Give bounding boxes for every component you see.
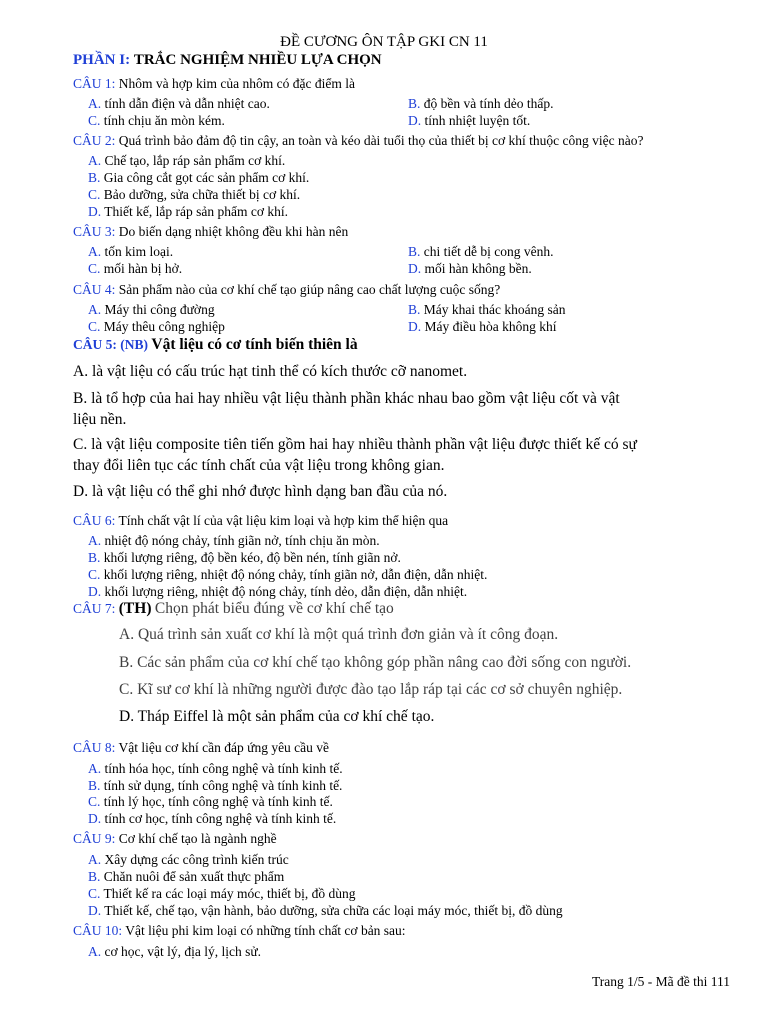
q4-option-c: C. Máy thêu công nghiệp xyxy=(88,319,225,334)
q5-option-b: B. là tổ hợp của hai hay nhiều vật liệu thành phần khác nhau bao gồm vật liệu cốt và vật xyxy=(73,390,620,407)
document-title: ĐỀ CƯƠNG ÔN TẬP GKI CN 11 xyxy=(280,34,488,50)
question-label: CÂU 1: xyxy=(73,76,116,91)
question-text: Sản phẩm nào của cơ khí chế tạo giúp nâng cao chất lượng cuộc sống? xyxy=(118,282,501,297)
q7-option-b: B. Các sản phẩm của cơ khí chế tạo không góp phần nâng cao đời sống con người. xyxy=(119,654,632,671)
q3-option-c: C. mối hàn bị hở. xyxy=(88,261,183,276)
q4-option-d: D. Máy điều hòa không khí xyxy=(408,319,557,334)
q3-option-b: B. chi tiết dễ bị cong vênh. xyxy=(408,244,554,259)
question-text: Tính chất vật lí của vật liệu kim loại và hợp kim thể hiện qua xyxy=(118,513,449,528)
q2-option-d: D. Thiết kế, lắp ráp sản phẩm cơ khí. xyxy=(88,204,288,219)
q8-option-b: B. tính sử dụng, tính công nghệ và tính kinh tế. xyxy=(88,778,343,793)
question-label: CÂU 4: xyxy=(73,282,116,297)
question-text: Cơ khí chế tạo là ngành nghề xyxy=(118,831,277,846)
q1-option-a: A. tính dẫn điện và dẫn nhiệt cao. xyxy=(88,96,270,111)
q5-option-d: D. là vật liệu có thể ghi nhớ được hình dạng ban đầu của nó. xyxy=(73,483,448,500)
q6-option-c: C. khối lượng riêng, nhiệt độ nóng chảy, tính giãn nở, dẫn điện, dẫn nhiệt. xyxy=(88,567,488,582)
question-5 xyxy=(73,336,358,353)
question-label: CÂU 8: xyxy=(73,740,116,755)
question-2 xyxy=(73,132,644,149)
q6-option-d: D. khối lượng riêng, nhiệt độ nóng chảy, tính dẻo, dẫn điện, dẫn nhiệt. xyxy=(88,584,468,599)
question-text: Vật liệu có cơ tính biến thiên là xyxy=(151,336,358,353)
question-1 xyxy=(73,75,355,92)
question-text: Vật liệu phi kim loại có những tính chất cơ bản sau: xyxy=(125,923,406,938)
question-label: CÂU 2: xyxy=(73,133,116,148)
question-text: Quá trình bảo đảm độ tin cậy, an toàn và kéo dài tuổi thọ của thiết bị cơ khí thuộc công việc nào? xyxy=(118,133,644,148)
q1-option-c: C. tính chịu ăn mòn kém. xyxy=(88,113,225,128)
question-7 xyxy=(73,600,394,617)
question-label: CÂU 3: xyxy=(73,224,116,239)
q6-option-b: B. khối lượng riêng, độ bền kéo, độ bền nén, tính giãn nở. xyxy=(88,550,401,565)
q7-option-a: A. Quá trình sản xuất cơ khí là một quá trình đơn giản và ít công đoạn. xyxy=(119,626,559,643)
q2-option-c: C. Bảo dưỡng, sửa chữa thiết bị cơ khí. xyxy=(88,187,301,202)
question-9 xyxy=(73,830,277,847)
question-tag: (TH) xyxy=(118,600,152,617)
q2-option-b: B. Gia công cắt gọt các sản phẩm cơ khí. xyxy=(88,170,310,185)
q3-option-a: A. tốn kim loại. xyxy=(88,244,174,259)
question-text: Vật liệu cơ khí cần đáp ứng yêu cầu về xyxy=(118,740,330,755)
q7-option-c: C. Kĩ sư cơ khí là những người được đào tạo lắp ráp tại các cơ sở chuyên nghiệp. xyxy=(119,681,623,698)
q3-option-d: D. mối hàn không bền. xyxy=(408,261,532,276)
question-label: CÂU 10: xyxy=(73,923,123,938)
question-label: CÂU 5: (NB) xyxy=(73,337,148,352)
q9-option-a: A. Xây dựng các công trình kiến trúc xyxy=(88,852,289,867)
q10-option-a: A. cơ học, vật lý, địa lý, lịch sử. xyxy=(88,944,262,959)
question-3 xyxy=(73,223,348,240)
question-6 xyxy=(73,512,448,529)
q9-option-b: B. Chăn nuôi để sản xuất thực phẩm xyxy=(88,869,285,884)
question-text: Nhôm và hợp kim của nhôm có đặc điểm là xyxy=(118,76,355,91)
question-label: CÂU 7: xyxy=(73,601,116,616)
q9-option-d: D. Thiết kế, chế tạo, vận hành, bảo dưỡng, sửa chữa các loại máy móc, thiết bị, đồ dùng xyxy=(88,903,563,918)
q5-option-b-cont: liệu nền. xyxy=(73,411,127,428)
q1-option-b: B. độ bền và tính dẻo thấp. xyxy=(408,96,554,111)
q5-option-c: C. là vật liệu composite tiên tiến gồm hai hay nhiều thành phần vật liệu được thiết kế có sự xyxy=(73,436,637,453)
q4-option-b: B. Máy khai thác khoáng sản xyxy=(408,302,566,317)
section-label: PHẦN I: xyxy=(73,52,131,68)
section-title: TRẮC NGHIỆM NHIỀU LỰA CHỌN xyxy=(133,52,382,68)
question-8 xyxy=(73,739,329,756)
q8-option-c: C. tính lý học, tính công nghệ và tính kinh tế. xyxy=(88,794,333,809)
q9-option-c: C. Thiết kế ra các loại máy móc, thiết bị, đồ dùng xyxy=(88,886,356,901)
question-text: Do biến dạng nhiệt không đều khi hàn nên xyxy=(118,224,349,239)
q5-option-a: A. là vật liệu có cấu trúc hạt tinh thể có kích thước cỡ nanomet. xyxy=(73,363,468,380)
q7-option-d: D. Tháp Eiffel là một sản phẩm của cơ khí chế tạo. xyxy=(119,708,435,725)
page-footer: Trang 1/5 - Mã đề thi 111 xyxy=(592,974,730,989)
q6-option-a: A. nhiệt độ nóng chảy, tính giãn nở, tính chịu ăn mòn. xyxy=(88,533,380,548)
q8-option-d: D. tính cơ học, tính công nghệ và tính kinh tế. xyxy=(88,811,337,826)
question-label: CÂU 9: xyxy=(73,831,116,846)
q1-option-d: D. tính nhiệt luyện tốt. xyxy=(408,113,531,128)
question-4 xyxy=(73,281,500,298)
question-text: Chọn phát biểu đúng về cơ khí chế tạo xyxy=(154,600,394,617)
section-heading xyxy=(73,52,382,69)
question-label: CÂU 6: xyxy=(73,513,116,528)
q2-option-a: A. Chế tạo, lắp ráp sản phẩm cơ khí. xyxy=(88,153,286,168)
question-10 xyxy=(73,922,406,939)
q8-option-a: A. tính hóa học, tính công nghệ và tính kinh tế. xyxy=(88,761,343,776)
q4-option-a: A. Máy thi công đường xyxy=(88,302,215,317)
q5-option-c-cont: thay đổi liên tục các tính chất của vật liệu trong không gian. xyxy=(73,457,445,474)
